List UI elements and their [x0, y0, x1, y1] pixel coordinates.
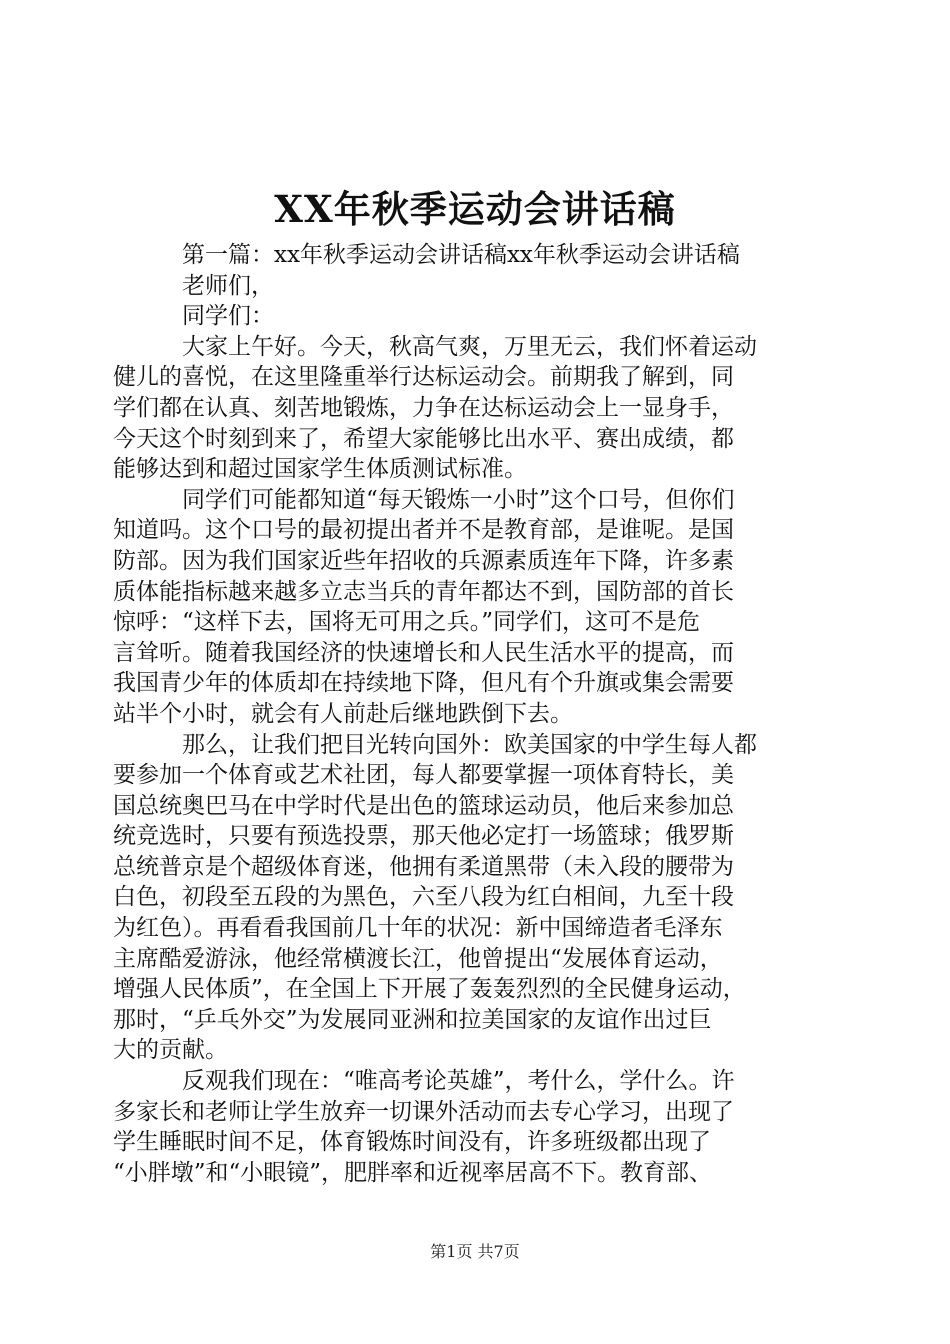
text-line: 反观我们现在：“唯高考论英雄”，考什么，学什么。许: [182, 1068, 735, 1095]
text-line: 统竞选时，只要有预选投票，那天他必定打一场篮球；俄罗斯: [113, 823, 734, 850]
text-line: “小胖墩”和“小眼镜”，肥胖率和近视率居高不下。教育部、: [113, 1159, 713, 1186]
text-line: 那时，“乒乓外交”为发展同亚洲和拉美国家的友谊作出过巨: [113, 1006, 712, 1033]
text-line: 那么，让我们把目光转向国外：欧美国家的中学生每人都: [182, 731, 757, 758]
text-line: 健儿的喜悦，在这里隆重举行达标运动会。前期我了解到，同: [113, 364, 734, 391]
text-line: 主席酷爱游泳，他经常横渡长江，他曾提出“发展体育运动，: [113, 945, 723, 972]
text-line: 增强人民体质”，在全国上下开展了轰轰烈烈的全民健身运动，: [113, 976, 746, 1003]
text-line: 言耸听。随着我国经济的快速增长和人民生活水平的提高，而: [113, 639, 734, 666]
page-footer: 第1页 共7页: [430, 1242, 520, 1261]
text-line: 白色，初段至五段的为黑色，六至八段为红白相间，九至十段: [113, 884, 734, 911]
text-line: 防部。因为我们国家近些年招收的兵源素质连年下降，许多素: [113, 547, 734, 574]
text-line: 国总统奥巴马在中学时代是出色的篮球运动员，他后来参加总: [113, 792, 734, 819]
text-line: 同学们可能都知道“每天锻炼一小时”这个口号，但你们: [182, 486, 735, 513]
text-line: 多家长和老师让学生放弃一切课外活动而去专心学习，出现了: [113, 1098, 734, 1125]
text-line: 惊呼：“这样下去，国将无可用之兵。”同学们，这可不是危: [113, 609, 701, 636]
text-line: 老师们，: [182, 272, 274, 299]
text-line: 为红色）。再看看我国前几十年的状况：新中国缔造者毛泽东: [113, 915, 723, 942]
text-line: 今天这个时刻到来了，希望大家能够比出水平、赛出成绩，都: [113, 425, 734, 452]
text-line: 学生睡眠时间不足，体育锻炼时间没有，许多班级都出现了: [113, 1129, 711, 1156]
text-line: 能够达到和超过国家学生体质测试标准。: [113, 456, 527, 483]
document-title: XX年秋季运动会讲话稿: [274, 187, 676, 231]
text-line: 大家上午好。今天，秋高气爽，万里无云，我们怀着运动: [182, 333, 757, 360]
text-line: 学们都在认真、刻苦地锻炼，力争在达标运动会上一显身手，: [113, 394, 734, 421]
text-line: 大的贡献。: [113, 1037, 228, 1064]
text-line: 要参加一个体育或艺术社团，每人都要掌握一项体育特长，美: [113, 762, 734, 789]
text-line: 站半个小时，就会有人前赴后继地跌倒下去。: [113, 700, 573, 727]
text-line: 第一篇：xx年秋季运动会讲话稿xx年秋季运动会讲话稿: [182, 242, 740, 268]
document-body: [113, 240, 843, 1188]
text-line: 总统普京是个超级体育迷，他拥有柔道黑带（未入段的腰带为: [113, 853, 734, 880]
text-line: 质体能指标越来越多立志当兵的青年都达不到，国防部的首长: [113, 578, 734, 605]
text-line: 同学们：: [182, 303, 274, 330]
text-line: 知道吗。这个口号的最初提出者并不是教育部，是谁呢。是国: [113, 517, 734, 544]
text-line: 我国青少年的体质却在持续地下降，但凡有个升旗或集会需要: [113, 670, 734, 697]
